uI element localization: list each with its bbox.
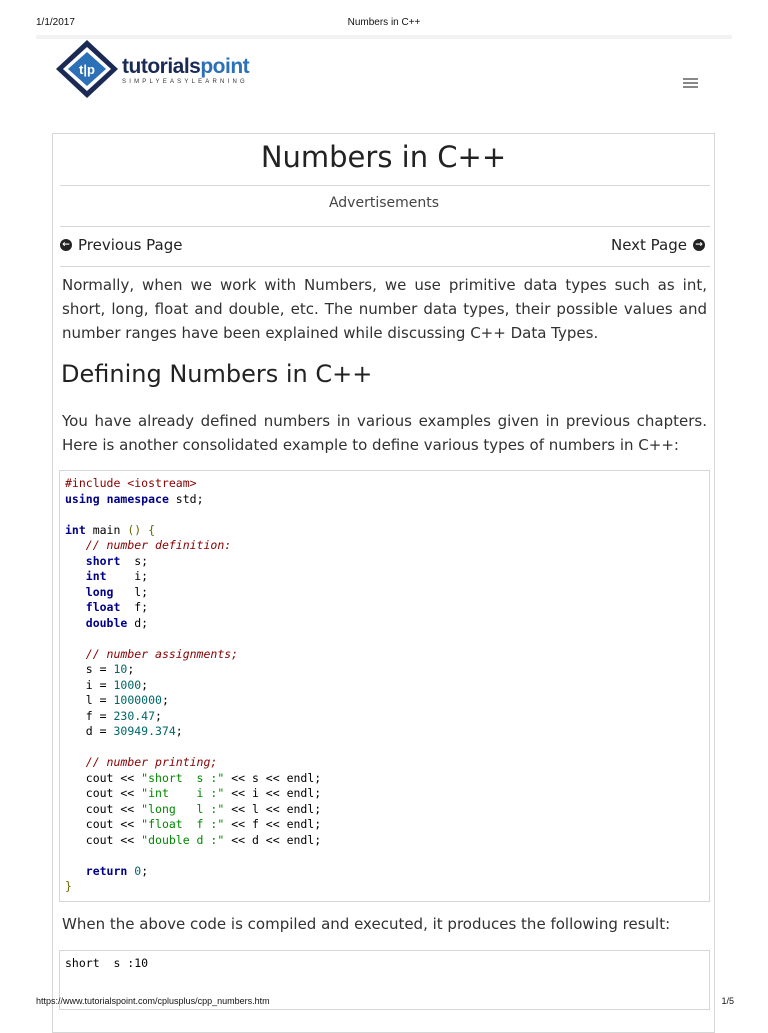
logo-wordmark-main: tutorials [122, 55, 201, 78]
code-token: } [65, 879, 72, 893]
code-line [65, 755, 704, 771]
code-token: << d << endl; [224, 832, 322, 847]
code-token: 1000 [113, 677, 142, 692]
next-page-label: Next Page [610, 236, 687, 254]
logo-wordmark [122, 55, 249, 79]
code-token: cout << [65, 770, 142, 785]
code-line [65, 879, 704, 895]
divider [60, 185, 710, 186]
code-token: "long l :" [141, 801, 225, 816]
code-token: return [85, 863, 128, 878]
code-token: ; [141, 863, 149, 878]
code-token: ; [161, 693, 169, 707]
code-token [65, 864, 86, 878]
code-line [65, 740, 704, 756]
code-token [65, 554, 86, 568]
code-token: () [127, 522, 142, 537]
code-token: ; [175, 724, 183, 738]
page-title: Numbers in C++ [260, 140, 507, 174]
code-token: ; [127, 662, 135, 676]
code-line [65, 786, 704, 802]
result-intro-paragraph: When the above code is compiled and executed, it produces the following result: [62, 915, 671, 933]
code-token: ; [155, 708, 162, 723]
code-token: #include <iostream> [65, 476, 197, 490]
code-token: f = [65, 708, 114, 723]
code-token [65, 538, 86, 552]
divider [60, 226, 710, 227]
code-token: 30949.374 [113, 724, 176, 738]
code-token: d; [127, 615, 149, 630]
section-heading: Defining Numbers in C++ [61, 360, 373, 388]
code-line [65, 492, 704, 508]
code-line [65, 709, 704, 725]
section-intro-paragraph: You have already defined numbers in various examples given in previous chapters. Here is another consolidated example to define various types of numbers in C++: [62, 412, 707, 454]
print-date: 1/1/2017 [36, 17, 75, 28]
next-page-link[interactable] [611, 236, 705, 254]
code-line [65, 662, 704, 678]
code-token [65, 755, 86, 769]
code-token: std; [168, 491, 204, 506]
code-line [65, 693, 704, 709]
code-line [65, 476, 704, 492]
code-line [65, 538, 704, 554]
code-token: namespace [106, 491, 169, 506]
code-token: // number printing; [85, 755, 218, 769]
code-token: s = [65, 662, 114, 676]
code-line [65, 585, 704, 601]
code-token: << i << endl; [224, 786, 322, 800]
code-line [65, 616, 704, 632]
code-line [65, 647, 704, 663]
code-token: cout << [65, 786, 142, 800]
logo-tagline: SIMPLYEASYLEARNING [122, 79, 248, 85]
code-line [65, 817, 704, 833]
code-token: 1000000 [113, 693, 162, 707]
code-token: double [85, 615, 128, 630]
code-token: << s << endl; [224, 770, 322, 785]
code-token: << f << endl; [224, 817, 322, 831]
code-token [65, 569, 86, 583]
code-token [65, 616, 86, 630]
code-token: float [85, 600, 121, 614]
code-token: // number definition: [85, 538, 232, 552]
code-token: 10 [113, 662, 128, 676]
previous-page-link[interactable] [60, 236, 182, 254]
code-token: 230.47 [113, 708, 156, 723]
code-line [65, 554, 704, 570]
code-token [65, 585, 86, 599]
code-line [65, 771, 704, 787]
intro-paragraph: Normally, when we work with Numbers, we use primitive data types such as int, short, long, float and double, etc. The number data types, their possible values and number ranges have been explained while discussing C++ Data Types. [62, 276, 707, 342]
logo-wordmark-accent: point [200, 55, 250, 78]
code-token: // number assignments; [85, 646, 239, 661]
code-line [65, 631, 704, 647]
code-token [100, 492, 107, 506]
code-token: "short s :" [141, 770, 225, 785]
hamburger-menu-icon[interactable] [683, 78, 698, 89]
arrow-left-circle-icon: ← [60, 239, 72, 251]
advertisements-label: Advertisements [328, 195, 440, 211]
code-line [65, 724, 704, 740]
logo-diamond-icon [54, 38, 120, 100]
code-token: f; [120, 600, 149, 614]
code-line [65, 833, 704, 849]
previous-page-label: Previous Page [78, 236, 183, 254]
code-token: s; [120, 553, 149, 568]
print-header [0, 0, 768, 34]
code-token [65, 600, 86, 614]
code-token: l = [65, 693, 114, 707]
code-line [65, 678, 704, 694]
print-page-title: Numbers in C++ [347, 17, 421, 28]
site-logo[interactable] [52, 38, 302, 98]
code-token: main [85, 522, 128, 537]
code-line [65, 600, 704, 616]
code-token: int [65, 522, 86, 537]
code-listing [59, 470, 710, 902]
code-token: "double d :" [141, 832, 225, 847]
code-line [65, 507, 704, 523]
code-token: long [85, 584, 114, 599]
code-token: "float f :" [141, 817, 225, 831]
code-token [65, 647, 86, 661]
code-token: "int i :" [141, 786, 225, 800]
print-page-number: 1/5 [721, 996, 734, 1006]
code-line [65, 848, 704, 864]
arrow-right-circle-icon: → [693, 239, 705, 251]
code-token: using [65, 491, 100, 506]
print-footer [0, 994, 768, 1024]
code-line [65, 523, 704, 539]
code-line [65, 956, 704, 972]
code-token: cout << [65, 801, 142, 816]
code-token: cout << [65, 832, 142, 847]
code-token: i; [106, 569, 149, 583]
code-token: << l << endl; [224, 801, 322, 816]
code-line [65, 802, 704, 818]
print-url: https://www.tutorialspoint.com/cplusplus/cpp_numbers.htm [36, 996, 270, 1006]
code-token: d = [65, 724, 114, 738]
code-token: { [148, 522, 156, 537]
code-token: i = [65, 677, 114, 692]
logo-badge-text: t|p [79, 62, 95, 77]
code-line [65, 569, 704, 585]
code-token: ; [141, 677, 149, 692]
code-token: 0 [134, 863, 142, 878]
code-token: short [85, 553, 121, 568]
code-token: cout << [65, 817, 142, 831]
code-token: l; [113, 584, 149, 599]
code-token: short s :10 [65, 956, 149, 970]
code-line [65, 864, 704, 880]
code-token: int [85, 569, 107, 583]
divider [60, 266, 710, 267]
